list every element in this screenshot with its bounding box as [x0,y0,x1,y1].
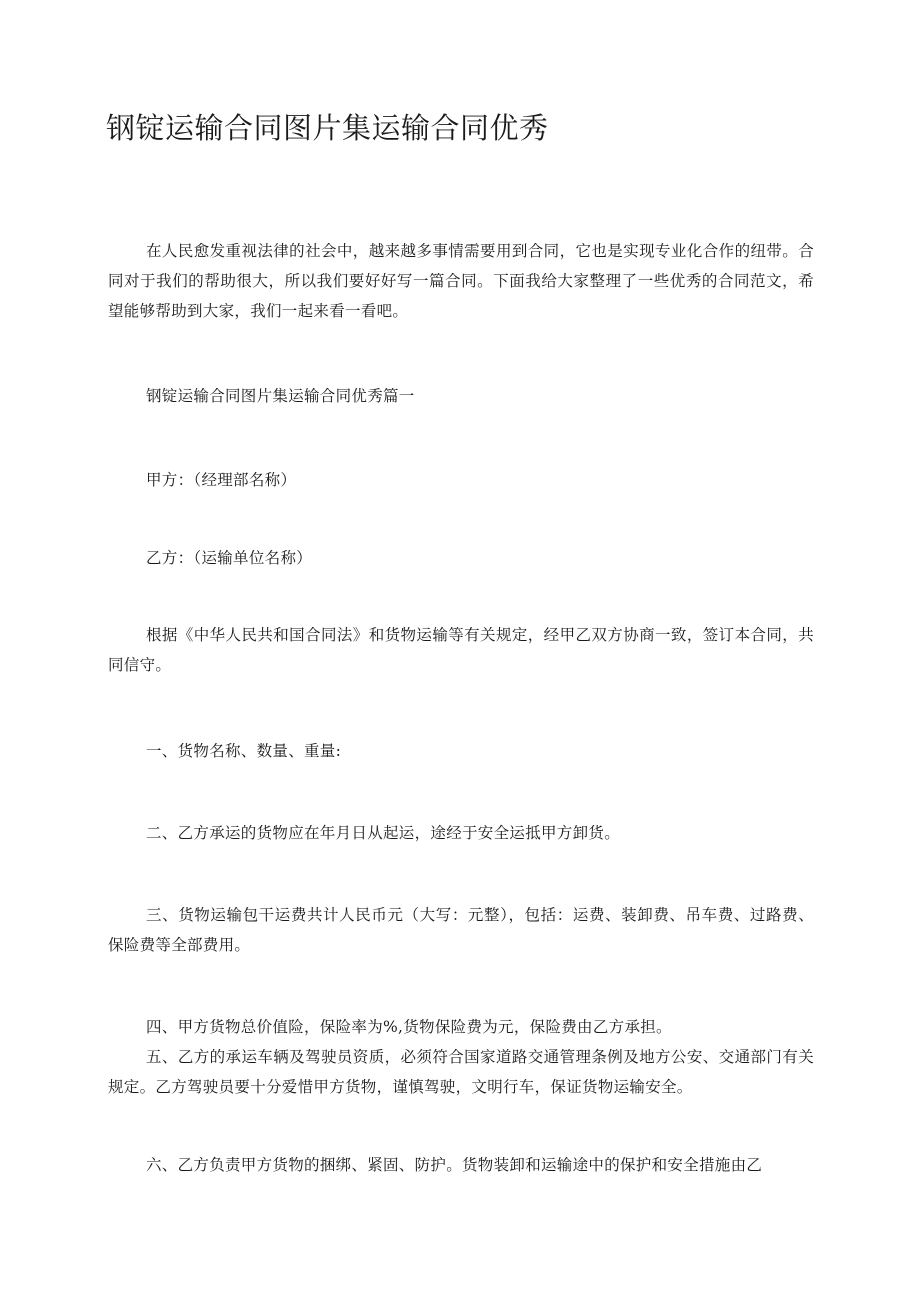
clause-1: 一、货物名称、数量、重量: [146,742,342,760]
clause-4: 四、甲方货物总价值险，保险率为%,货物保险费为元，保险费由乙方承担。 [146,1018,672,1036]
document-title: 钢锭运输合同图片集运输合同优秀 [106,111,549,145]
preamble-paragraph: 根据《中华人民共和国合同法》和货物运输等有关规定，经甲乙双方协商一致，签订本合同，共同信守。 [108,626,814,674]
clause-6: 六、乙方负责甲方货物的捆绑、紧固、防护。货物装卸和运输途中的保护和安全措施由乙 [146,1156,763,1174]
party-b-line: 乙方：（运输单位名称） [146,549,313,567]
section-heading: 钢锭运输合同图片集运输合同优秀篇一 [146,387,415,405]
clause-2: 二、乙方承运的货物应在年月日从起运，途经于安全运抵甲方卸货。 [146,824,621,842]
clause-5: 五、乙方的承运车辆及驾驶员资质，必须符合国家道路交通管理条例及地方公安、交通部门有关规定。乙方驾驶员要十分爱惜甲方货物，谨慎驾驶，文明行车，保证货物运输安全。 [108,1048,814,1096]
party-a-line: 甲方：（经理部名称） [146,471,297,489]
intro-paragraph: 在人民愈发重视法律的社会中，越来越多事情需要用到合同，它也是实现专业化合作的纽带。合同对于我们的帮助很大，所以我们要好好写一篇合同。下面我给大家整理了一些优秀的合同范文，希望能够帮助到大家，我们一起来看一看吧。 [108,242,814,320]
clause-3: 三、货物运输包干运费共计人民币元（大写：元整），包括：运费、装卸费、吊车费、过路费、保险费等全部费用。 [108,906,814,954]
